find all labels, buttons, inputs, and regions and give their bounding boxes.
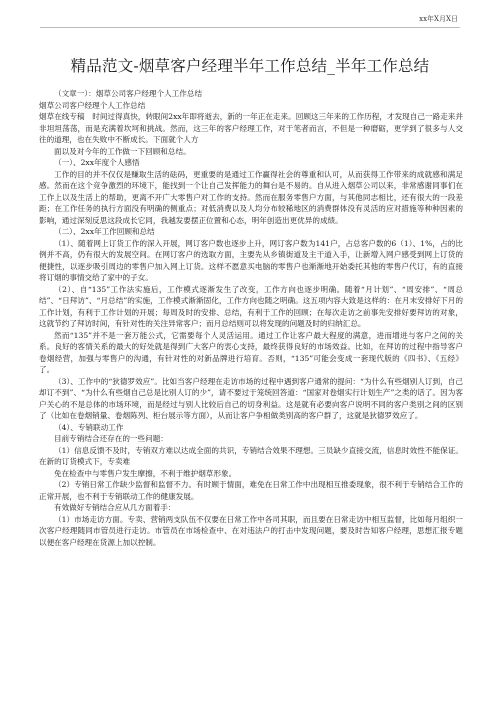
body-paragraph: 工作的目的并不仅仅是赚取生活的砝码，更重要的是通过工作赢得社会的尊重和认可，从而获得工作带来的成就感和满足感。然而在这个竞争激烈的环境下，能找到一个让自己发挥能力的舞台是不易的。自从进入烟草公司以来，非常感谢同事们在工作上以及生活上的帮助，更离不开广大零售户对工作的支持。然而在服务零售户方面，与其他同志相比，还有很大的一段差距；在工作任务的执行方面没有明确的侧重点；对低消费以及人均分布较稀地区的消费群体没有灵活的应对措施等种种因素的影响，通过深刻反思这段成长它同，我越发要摆正位置和心态，明年创造出更优异的成绩。 <box>39 169 463 225</box>
body-paragraph: （4）、专销联动工作 <box>54 422 124 432</box>
body-paragraph: 免在检查中与零售户发生摩擦，不利于维护烟草形象。 <box>54 468 237 478</box>
body-paragraph: （2）专销日常工作缺少监督和监督不力。有时顾于情面，难免在日常工作中出现相互推委现象，很不利于专销结合工作的正常开展，也不利于专销联动工作的健康发展。 <box>39 480 463 501</box>
body-paragraph: （一）、2xx年度个人感悟 <box>54 158 140 167</box>
document-body <box>39 88 463 548</box>
body-paragraph: 有效做好专销结合应从几方面着手： <box>54 503 176 512</box>
body-paragraph: （3）、工作中的“狄德罗效应”。比如当客户经理在走访市场的过程中遇到客户通常的提问：“为什么有些烟别人订到，自己却订不到”、“为什么有些烟自己总是比别人订的少”，请不要过于笼统回答道：“国家对卷烟实行计划生产”之类的话了。因为客户关心的不是总体的市场环境，而是经过与别人比较后自己的切身利益。这是就有必要向客户说明不同的客户类别之间的区别了（比如在卷烟销量、卷烟陈列、柜台展示等方面），从而让客户争相做类别高的客户群了，这就是狄德罗效应了。 <box>39 376 463 420</box>
body-paragraph: 目前专销结合还存在的一些问题： <box>54 434 168 443</box>
body-paragraph: 烟草在线专稿 时间过得真快，转眼间2xx年即将逝去，新的一年正在走来。回顾这三年来的工作历程，才发现自己一路走来并非坦坦荡荡，而是充满着坎坷和挑战。然而，这三年的客户经理工作，对于笔者而言，不但是一种磨砺，更学到了很多与人交往的道理，也在失败中不断成长。下面就个人方 <box>39 112 463 144</box>
body-paragraph: 面以及对今年的工作做一下回顾和总结。 <box>54 146 191 156</box>
document-title: 精品范文-烟草客户经理半年工作总结_半年工作总结 <box>70 57 430 76</box>
body-paragraph: （文章一）：烟草公司客户经理个人工作总结 <box>54 89 203 98</box>
body-paragraph: （1）信息反馈不及时，专销双方难以达成全面的共识，专销结合效果不理想。三员缺少直接交流，信息时效性不能保证。在新的订货模式下，专卖难 <box>39 445 463 466</box>
body-paragraph: 然而“135”并不是一套万能公式，它需要每个人灵活运用。通过工作让客户最大程度的满意，进而增进与客户之间的关系。良好的客情关系的最大的好处就是得到广大客户的衷心支持，最终获得良好的市场效益。比如，在拜访的过程中指导客户卷烟经营，加强与零售户的沟通，有针对性的对新品牌进行培育。否则，“135”可能会变成一套现代版的《四书》、《五经》了。 <box>39 330 463 374</box>
body-paragraph: （2）、自“135”工作法实施后，工作模式逐渐发生了改变，工作方向也逐步明确。随着“月计划”、“周安排”、“周总结”、“日拜访”、“月总结”的实施，工作模式渐渐固化，工作方向也随之明确。这五项内容大致是这样的：在月末安排好下月的工作计划，有利于工作计划的开展；每周及时的安排、总结，有利于工作的回顾；在每次走访之前事先安排好要拜访的对象，这就节约了拜访时间，有针对性的关注异常客户；而月总结则可以将发现的问题及时的归纳汇总。 <box>39 284 463 328</box>
body-paragraph: （1）市场走访方面。专卖、营销两支队伍不仅要在日常工作中各司其职，而且要在日常走访中相互监督，比如每月组织一次客户经理随同市管员进行走访。市管员在市场检查中、在对违法户的打击中发现问题，要及时告知客户经理，思想汇报专题以便在客户经理在货源上加以控制。 <box>39 514 463 547</box>
body-paragraph: 烟草公司客户经理个人工作总结 <box>39 100 146 110</box>
header-date: xx年X月X日 <box>419 15 458 23</box>
body-paragraph: （1）、随着网上订货工作的深入开展，网订客户数也逐步上升，网订客户数为141户，占总客户数的6（1）、1%，占的比例并不高，仍有很大的发展空间。在网订客户的选取方面，主要先从乡镇街道及主干道入手，让新增入网户感受到网上订货的便捷性，以逐步吸引周边的零售户加入网上订货。这样不愿意买电脑的零售户也渐渐地开始委托其他的零售户代订，有的直接将订烟的事情交给了家中的子女。 <box>39 238 463 282</box>
header-rule <box>40 27 460 28</box>
body-paragraph: （二）、2xx年工作回顾和总结 <box>54 227 155 236</box>
